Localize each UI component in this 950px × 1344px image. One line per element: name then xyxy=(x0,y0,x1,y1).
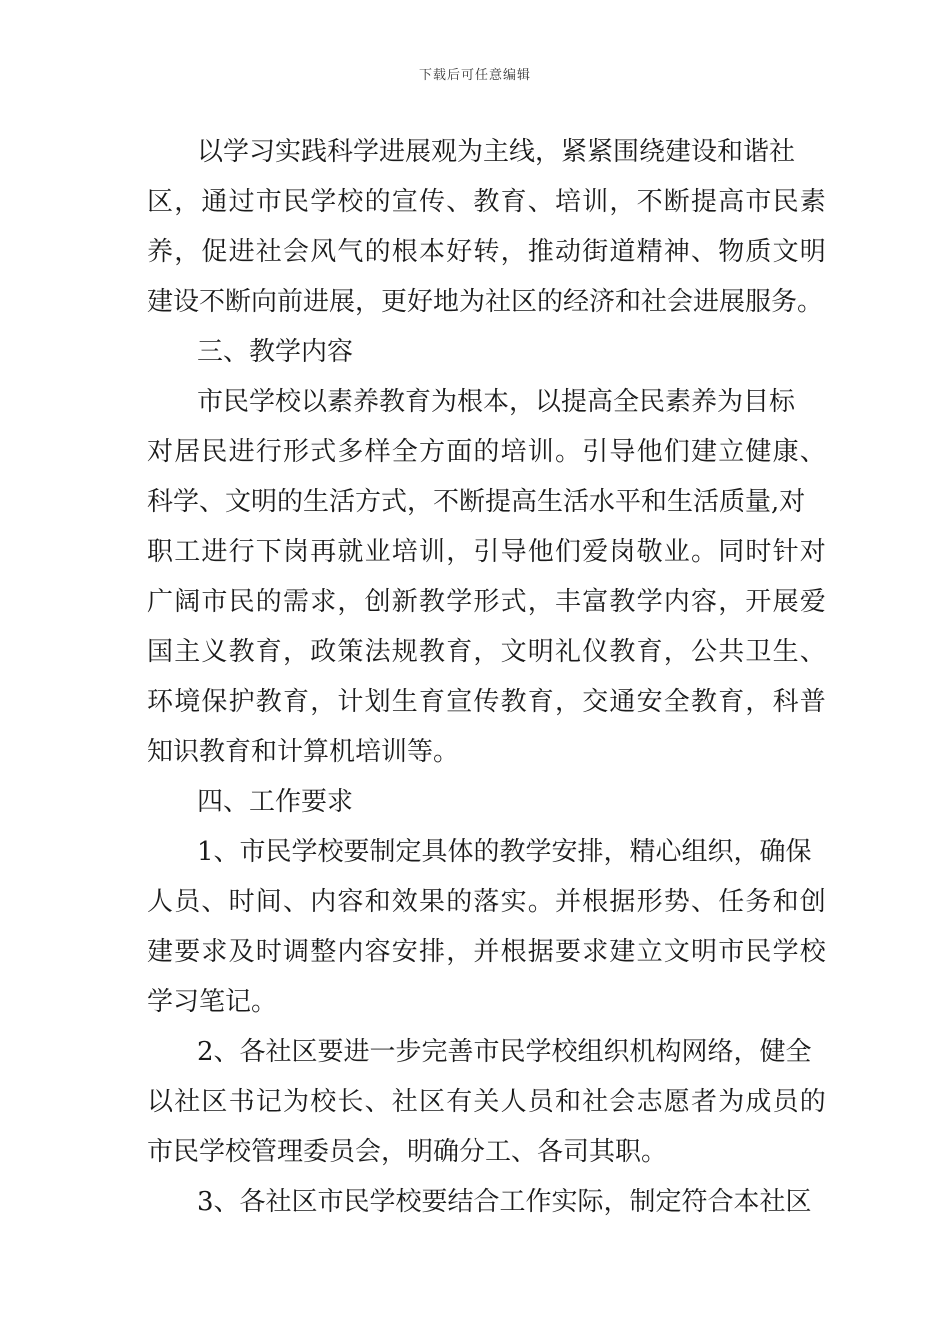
paragraph-line: 建设不断向前进展，更好地为社区的经济和社会进展服务。 xyxy=(147,287,824,317)
paragraph-line: 2、各社区要进一步完善市民学校组织机构网络，健全 xyxy=(197,1037,812,1067)
paragraph-line: 区，通过市民学校的宣传、教育、培训，不断提高市民素 xyxy=(147,187,828,217)
paragraph-line: 建要求及时调整内容安排，并根据要求建立文明市民学校 xyxy=(147,937,828,967)
paragraph-line: 环境保护教育，计划生育宣传教育，交通安全教育，科普 xyxy=(147,687,828,717)
paragraph-line: 广阔市民的需求，创新教学形式，丰富教学内容，开展爱 xyxy=(147,587,828,617)
paragraph-line: 知识教育和计算机培训等。 xyxy=(147,737,460,767)
section-heading: 四、工作要求 xyxy=(197,787,354,817)
paragraph-line: 1、市民学校要制定具体的教学安排，精心组织，确保 xyxy=(197,837,812,867)
paragraph-line: 国主义教育，政策法规教育，文明礼仪教育，公共卫生、 xyxy=(147,637,828,667)
paragraph-line: 养，促进社会风气的根本好转，推动街道精神、物质文明 xyxy=(147,237,828,267)
paragraph-line: 学习笔记。 xyxy=(147,987,278,1017)
paragraph-line: 对居民进行形式多样全方面的培训。引导他们建立健康、 xyxy=(147,437,828,467)
paragraph-line: 市民学校管理委员会，明确分工、各司其职。 xyxy=(147,1137,668,1167)
paragraph-line: 以学习实践科学进展观为主线，紧紧围绕建设和谐社 xyxy=(197,137,796,167)
section-heading: 三、教学内容 xyxy=(197,337,354,367)
paragraph-line: 人员、时间、内容和效果的落实。并根据形势、任务和创 xyxy=(147,887,828,917)
paragraph-line: 科学、文明的生活方式，不断提高生活水平和生活质量,对 xyxy=(147,487,806,517)
page-header: 下载后可任意编辑 xyxy=(418,68,531,83)
paragraph-line: 职工进行下岗再就业培训，引导他们爱岗敬业。同时针对 xyxy=(147,537,828,567)
paragraph-line: 以社区书记为校长、社区有关人员和社会志愿者为成员的 xyxy=(147,1087,828,1117)
paragraph-line: 市民学校以素养教育为根本，以提高全民素养为目标 xyxy=(197,387,796,417)
paragraph-line: 3、各社区市民学校要结合工作实际，制定符合本社区 xyxy=(197,1187,812,1217)
